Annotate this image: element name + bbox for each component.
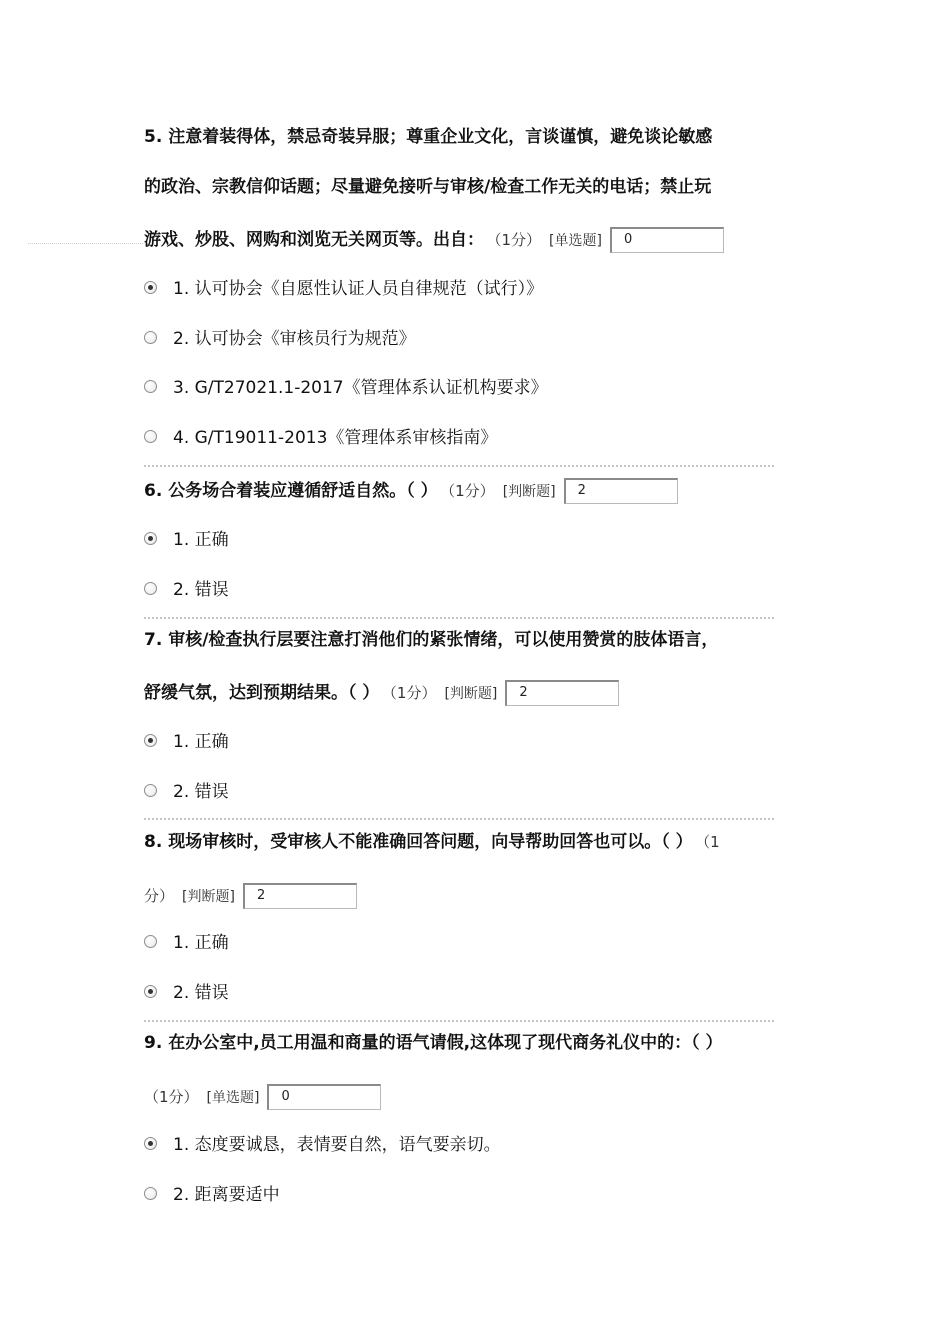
separator [144,465,774,467]
separator [144,818,774,820]
points-label: （1分） [494,231,542,249]
option-radio-1[interactable]: 1. 态度要诚恳，表情要自然，语气要亲切。 [144,1132,501,1158]
option-radio-1[interactable]: 1. 正确 [144,930,229,956]
question-type-label: [判断题] [182,889,235,905]
question-type-label: [单选题] [549,233,602,249]
option-radio-2[interactable]: 2. 认可协会《审核员行为规范》 [144,326,416,352]
points-label: （1分） [144,1088,199,1106]
radio-checked-icon[interactable] [144,1137,157,1150]
radio-checked-icon[interactable] [144,985,157,998]
score-input[interactable]: 2 [564,478,678,504]
separator [144,1020,774,1022]
radio-icon[interactable] [144,430,157,443]
option-radio-2[interactable]: 2. 错误 [144,577,229,603]
radio-icon[interactable] [144,380,157,393]
score-input[interactable]: 0 [267,1084,381,1110]
score-input[interactable]: 2 [505,680,619,706]
radio-icon[interactable] [144,784,157,797]
question-text-line: 游戏、炒股、网购和浏览无关网页等。出自： （1分） [单选题] 0 [144,227,774,254]
question-text-line: 7. 审核/检查执行层要注意打消他们的紧张情绪，可以使用赞赏的肢体语言， [144,630,719,650]
option-radio-1[interactable]: 1. 正确 [144,729,229,755]
question-type-label: [判断题] [444,686,498,702]
question-text-line: 6. 公务场合着装应遵循舒适自然。（ ） （1分） [判断题] 2 [144,478,774,505]
radio-checked-icon[interactable] [144,734,157,747]
question-type-label: [单选题] [206,1090,260,1106]
question-text-line: 舒缓气氛，达到预期结果。（ ） （1分） [判断题] 2 [144,680,774,707]
option-radio-1[interactable]: 1. 认可协会《自愿性认证人员自律规范（试行）》 [144,276,543,302]
question-text-line: 的政治、宗教信仰话题；尽量避免接听与审核/检查工作无关的电话；禁止玩 [144,177,712,197]
points-label: （1分） [447,482,495,500]
points-label: （1 [702,833,720,851]
score-input[interactable]: 2 [243,883,357,909]
question-text-line: 5. 注意着装得体，禁忌奇装异服；尊重企业文化，言谈谨慎，避免谈论敏感 [144,127,713,147]
option-radio-1[interactable]: 1. 正确 [144,527,229,553]
points-label: 分） [144,887,175,905]
option-radio-2[interactable]: 2. 距离要适中 [144,1182,280,1208]
separator [28,243,143,244]
radio-icon[interactable] [144,331,157,344]
option-radio-4[interactable]: 4. G/T19011-2013《管理体系审核指南》 [144,425,497,451]
option-radio-2[interactable]: 2. 错误 [144,779,229,805]
score-input[interactable]: 0 [610,227,724,253]
separator [144,617,774,619]
question-text-line [144,1084,774,1111]
radio-icon[interactable] [144,582,157,595]
radio-checked-icon[interactable] [144,281,157,294]
points-label: （1分） [389,684,437,702]
question-text-line [144,883,774,910]
question-text-line: 9. 在办公室中,员工用温和商量的语气请假,这体现了现代商务礼仪中的：（ ） [144,1033,723,1053]
question-text-line: 8. 现场审核时，受审核人不能准确回答问题，向导帮助回答也可以。（ ） （1 [144,832,720,852]
radio-icon[interactable] [144,1187,157,1200]
radio-checked-icon[interactable] [144,532,157,545]
option-radio-2[interactable]: 2. 错误 [144,980,229,1006]
option-radio-3[interactable]: 3. G/T27021.1-2017《管理体系认证机构要求》 [144,375,548,401]
radio-icon[interactable] [144,935,157,948]
question-type-label: [判断题] [502,484,556,500]
